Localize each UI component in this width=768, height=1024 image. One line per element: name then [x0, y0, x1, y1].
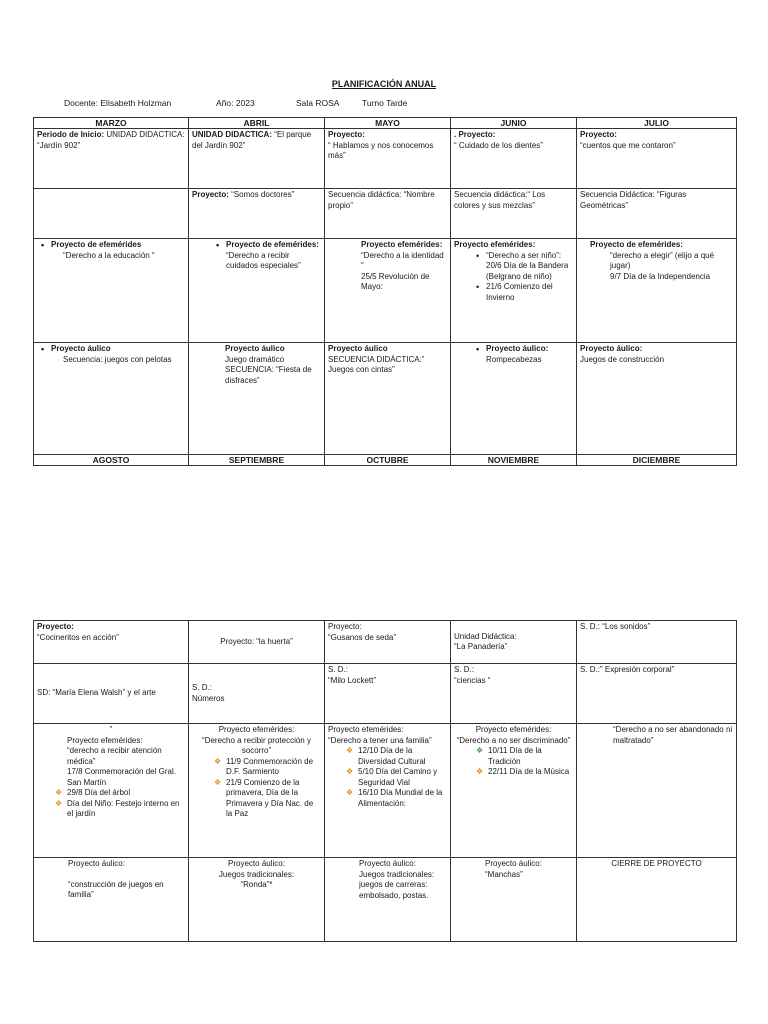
- text: “La Panadería”: [454, 642, 508, 651]
- label: Proyecto de efemérides:: [590, 240, 683, 249]
- cell-abril-proyecto: [189, 189, 325, 239]
- shift: Turno Tarde: [362, 98, 408, 108]
- list-item: ❖ 10/11 Día de la Tradición: [488, 746, 573, 767]
- label: Proyecto:: [37, 622, 74, 631]
- cell-octubre-aulico: [325, 858, 451, 942]
- label: Proyecto efemérides:: [67, 735, 143, 745]
- cell-septiembre-sd: [189, 664, 325, 724]
- label: Proyecto áulico:: [580, 344, 643, 353]
- text: “El parque del Jardín 902”: [192, 130, 312, 150]
- cell-abril-efemerides: [189, 239, 325, 343]
- list-item: • Proyecto de efemérides: [51, 240, 185, 251]
- text: UNIDAD DIDACTICA: “Jardín 902”: [37, 130, 185, 150]
- text: Secuencia Didáctica: “Figuras Geométricas”: [580, 190, 687, 210]
- month-header-row: [34, 118, 737, 129]
- cell-noviembre-efemerides: [451, 724, 577, 858]
- text: S. D.:: [328, 665, 349, 674]
- cell-abril-aulico: [189, 343, 325, 455]
- text: “ciencias “: [454, 675, 491, 685]
- text: “Milo Lockett”: [328, 675, 377, 685]
- cell-marzo-aulico: [34, 343, 189, 455]
- cell-junio-aulico: [451, 343, 577, 455]
- list-item: • Proyecto áulico:: [486, 344, 573, 355]
- plan-table-second-semester: [33, 620, 737, 942]
- text: “Cocineritos en acción”: [37, 632, 119, 642]
- cell-julio-proyecto: [577, 129, 737, 189]
- list-item: • 21/6 Comienzo del Invierno: [486, 282, 573, 303]
- cell-junio-proyecto: [451, 129, 577, 189]
- label: Proyecto áulico: [328, 344, 388, 353]
- cell-julio-aulico: [577, 343, 737, 455]
- cell-diciembre-cierre: [577, 858, 737, 942]
- cell-diciembre-sd2: [577, 664, 737, 724]
- table-row: [34, 189, 737, 239]
- label: Proyecto:: [328, 130, 365, 139]
- table-row: [34, 239, 737, 343]
- text: Juego dramático: [225, 354, 285, 364]
- text: “derecho a recibir atención médica”: [67, 746, 162, 766]
- label: Proyecto áulico:: [68, 859, 125, 868]
- text: “Manchas”: [485, 869, 523, 879]
- text: Unidad Didáctica:: [454, 631, 517, 641]
- label: Proyecto:: [192, 190, 229, 199]
- cell-mayo-secuencia: [325, 189, 451, 239]
- cell-junio-secuencia: [451, 189, 577, 239]
- list-item: • “Derecho a ser niño”: 20/6 Día de la Bandera (Belgrano de niño): [486, 251, 573, 283]
- text: “Gusanos de seda”: [328, 632, 397, 642]
- text: 9/7 Día de la Independencia: [610, 271, 711, 281]
- cell-marzo-unidad: [34, 129, 189, 189]
- cell-septiembre-proyecto: [189, 621, 325, 664]
- text: “Derecho a la identidad “: [361, 250, 444, 270]
- list-item: ❖ 5/10 Día del Camino y Seguridad Vial: [358, 767, 447, 788]
- text: “construcción de juegos en familia”: [68, 879, 164, 899]
- cell-octubre-proyecto: [325, 621, 451, 664]
- text: “Derecho a no ser abandonado ni maltratado”: [613, 725, 733, 745]
- label: Proyecto áulico:: [228, 859, 285, 868]
- text: S. D.:: [454, 665, 475, 674]
- text: “Somos doctores”: [228, 190, 295, 199]
- cell-marzo-efemerides: [34, 239, 189, 343]
- text: Juegos tradicionales:: [218, 869, 295, 879]
- text: Secuencia didáctica:“ Los colores y sus mezclas”: [454, 190, 546, 210]
- text: SECUENCIA: “Fiesta de disfraces”: [225, 365, 312, 385]
- cell-diciembre-efemerides: [577, 724, 737, 858]
- month-header: NOVIEMBRE: [451, 455, 577, 466]
- text: S. D.:” Expresión corporal”: [580, 665, 675, 674]
- cell-mayo-efemerides: [325, 239, 451, 343]
- text: Secuencia didáctica: “Nombre propio”: [328, 190, 435, 210]
- cell-agosto-efemerides: [34, 724, 189, 858]
- classroom: Sala ROSA: [296, 98, 340, 108]
- text: SECUENCIA DIDÁCTICA:” Juegos con cintas”: [328, 354, 425, 374]
- text: “Derecho a tener una familia”: [328, 735, 432, 745]
- label: Proyecto áulico:: [359, 859, 416, 868]
- list-item: ❖ 11/9 Conmemoración de D.F. Sarmiento: [226, 757, 321, 778]
- label: Proyecto efemérides:: [454, 240, 536, 249]
- document-title: PLANIFICACIÓN ANUAL: [331, 79, 437, 89]
- cell-octubre-sd: [325, 664, 451, 724]
- month-header: MAYO: [325, 118, 451, 129]
- list-item: ❖ 16/10 Día Mundial de la Alimentación:: [358, 788, 447, 809]
- table-row: [34, 664, 737, 724]
- text: “ Cuidado de los dientes”: [454, 140, 543, 150]
- cell-noviembre-aulico: [451, 858, 577, 942]
- list-item: ❖ 21/9 Comienzo de la primavera, Día de la Primavera y Día Nac. de la Paz: [226, 778, 321, 820]
- table-row: [34, 724, 737, 858]
- label: UNIDAD DIDACTICA:: [192, 130, 272, 139]
- table-row: [34, 343, 737, 455]
- text: Juegos de construcción: [580, 354, 665, 364]
- cell-empty: [34, 189, 189, 239]
- cell-diciembre-sd: [577, 621, 737, 664]
- table-row: [34, 621, 737, 664]
- label: Proyecto áulico:: [485, 859, 542, 868]
- list-item: ❖ 22/11 Día de la Música: [488, 767, 573, 778]
- cell-junio-efemerides: [451, 239, 577, 343]
- month-header: AGOSTO: [34, 455, 189, 466]
- table-row: [34, 858, 737, 942]
- cell-noviembre-unidad: [451, 621, 577, 664]
- list-item: • Proyecto áulico: [51, 344, 185, 355]
- cell-agosto-aulico: [34, 858, 189, 942]
- label: Proyecto efemérides:: [328, 725, 404, 734]
- cell-septiembre-efemerides: [189, 724, 325, 858]
- text: Números: [192, 693, 225, 703]
- text: 25/5 Revolución de Mayo:: [361, 271, 430, 291]
- label: Periodo de Inicio:: [37, 130, 105, 139]
- cell-abril-unidad: [189, 129, 325, 189]
- label: . Proyecto:: [454, 130, 496, 139]
- text: S. D.:: [192, 683, 213, 692]
- month-header: SEPTIEMBRE: [189, 455, 325, 466]
- cell-julio-secuencia: [577, 189, 737, 239]
- text: “cuentos que me contaron”: [580, 140, 676, 150]
- text: “derecho a elegir” (elijo a qué jugar): [610, 250, 715, 270]
- text: 17/8 Conmemoración del Gral. San Martín: [67, 767, 176, 787]
- cell-septiembre-aulico: [189, 858, 325, 942]
- text: Proyecto:: [328, 622, 362, 631]
- text: Juegos tradicionales: juegos de carreras: embolsado, postas.: [359, 869, 435, 900]
- text: Secuencia: juegos con pelotas: [63, 354, 172, 364]
- cell-julio-efemerides: [577, 239, 737, 343]
- list-item: • Proyecto de efemérides:: [226, 240, 321, 251]
- text: CIERRE DE PROYECTO: [611, 859, 702, 868]
- text: “Derecho a la educación “: [63, 250, 155, 260]
- cell-agosto-sd: [34, 664, 189, 724]
- label: Proyecto:: [580, 130, 617, 139]
- label: Proyecto efemérides:: [361, 240, 443, 249]
- cell-agosto-proyecto: [34, 621, 189, 664]
- text: “Derecho a recibir protección y socorro”: [202, 735, 311, 755]
- teacher-name: Docente: Elisabeth Holzman: [64, 98, 172, 108]
- label: Proyecto efemérides:: [218, 725, 295, 734]
- month-header: ABRIL: [189, 118, 325, 129]
- month-footer-row: [34, 455, 737, 466]
- month-header: OCTUBRE: [325, 455, 451, 466]
- month-header: JUNIO: [451, 118, 577, 129]
- list-item: ❖ 29/8 Día del árbol: [67, 788, 185, 799]
- table-row: [34, 129, 737, 189]
- month-header: MARZO: [34, 118, 189, 129]
- text: “ Hablamos y nos conocemos más”: [328, 140, 434, 160]
- text: “Derecho a recibir cuidados especiales”: [226, 250, 301, 270]
- text: “Ronda”*: [240, 880, 273, 889]
- text: S. D.: “Los sonidos”: [580, 622, 651, 631]
- cell-octubre-efemerides: [325, 724, 451, 858]
- cell-noviembre-sd: [451, 664, 577, 724]
- label: Proyecto efemérides:: [475, 725, 552, 734]
- text: SD: “María Elena Walsh” y el arte: [37, 688, 156, 698]
- text: “Derecho a no ser discriminado”: [456, 735, 571, 745]
- cell-mayo-aulico: [325, 343, 451, 455]
- plan-table-first-semester: [33, 117, 737, 466]
- text: Proyecto: “la huerta”: [220, 636, 293, 646]
- month-header: JULIO: [577, 118, 737, 129]
- list-item: ❖ Día del Niño: Festejo interno en el jardín: [67, 799, 185, 820]
- list-item: ❖ 12/10 Día de la Diversidad Cultural: [358, 746, 447, 767]
- text: ”: [109, 725, 113, 734]
- label: Proyecto áulico: [225, 344, 285, 353]
- year: Año: 2023: [216, 98, 255, 108]
- text: Rompecabezas: [486, 354, 542, 364]
- month-header: DICIEMBRE: [577, 455, 737, 466]
- cell-mayo-proyecto: [325, 129, 451, 189]
